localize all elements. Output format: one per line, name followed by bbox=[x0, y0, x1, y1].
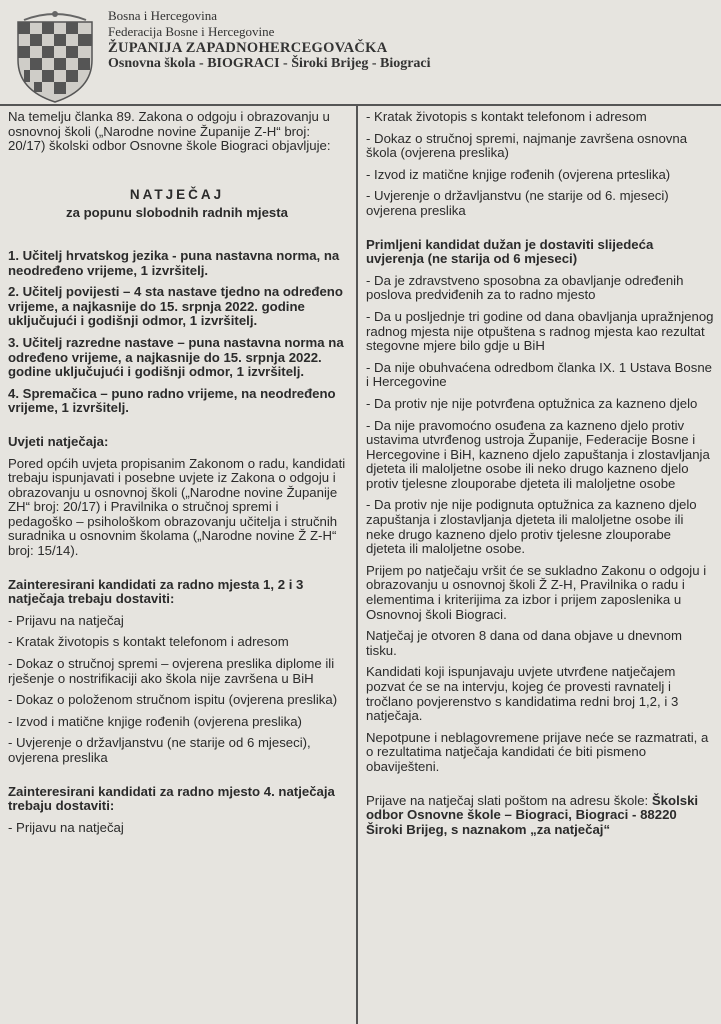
coat-of-arms-icon bbox=[14, 8, 96, 104]
docs-123-heading: Zainteresirani kandidati za radno mjesta 1, 2 i 3 natječaja trebaju dostaviti: bbox=[8, 576, 304, 607]
interview-paragraph: Kandidati koji ispunjavaju uvjete utvrđene natječajem pozvat će se na intervju, kojeg će provesti ravnatelj i tročlano povjerenstvo s kandidatima redni broj 1,2, i 3 natječaja. bbox=[366, 664, 679, 724]
certificate-item: - Da je zdravstveno sposobna za obavljanje određenih poslova predviđenih za to radno mjesto bbox=[366, 272, 684, 303]
doc-item: - Izvod iz matične knjige rođenih (ovjerena prteslika) bbox=[366, 166, 671, 182]
doc-item: - Dokaz o stručnoj spremi, najmanje završena osnovna škola (ovjerena preslika) bbox=[366, 130, 688, 161]
doc-item: - Izvod i matične knjige rođenih (ovjerena preslika) bbox=[8, 713, 302, 729]
notice-title: NATJEČAJ bbox=[129, 186, 225, 202]
column-divider bbox=[356, 104, 358, 1024]
final-paragraph bbox=[366, 794, 714, 838]
incomplete-paragraph: Nepotpune i neblagovremene prijave neće se razmatrati, a o rezultatima natječaja kandidati će biti pismeno obaviješteni. bbox=[366, 729, 709, 774]
final-plain: Prijave na natječaj slati poštom na adresu škole: bbox=[366, 792, 649, 808]
frame-rule bbox=[0, 104, 721, 106]
doc-item: - Uvjerenje o državljanstvu (ne starije od 6 mjeseci), ovjerena preslika bbox=[8, 735, 311, 765]
certificate-item: - Da protiv nje nije potvrđena optužnica za kazneno djelo bbox=[366, 395, 698, 411]
accepted-heading: Primljeni kandidat dužan je dostaviti slijedeća uvjerenja (ne starija od 6 mjeseci) bbox=[366, 236, 654, 267]
header-text bbox=[108, 8, 431, 72]
position-item: 1. Učitelj hrvatskog jezika - puna nastavna norma, na neodređeno vrijeme, 1 izvršitelj. bbox=[8, 247, 340, 278]
position-item: 2. Učitelj povijesti – 4 sta nastave tjedno na određeno vrijeme, a najkasnije do 15. srpnja 2022. godine uključujući i godišnji odmor, 1 izvršitelj. bbox=[8, 284, 343, 329]
header bbox=[0, 0, 721, 96]
left-column bbox=[8, 110, 346, 842]
header-county: ŽUPANIJA ZAPADNOHERCEGOVAČKA bbox=[108, 40, 388, 56]
doc-item: - Kratak životopis s kontakt telefonom i adresom bbox=[366, 109, 647, 124]
position-item: 3. Učitelj razredne nastave – puna nastavna norma na određeno vrijeme, a najkasnije do 15. srpnja 2022. godine uključujući i godišnji odmor, 1 izvršitelj. bbox=[8, 334, 344, 380]
header-federation: Federacija Bosne i Hercegovine bbox=[108, 24, 275, 39]
doc-item: - Uvjerenje o državljanstvu (ne starije od 6. mjeseci) ovjerena preslika bbox=[366, 188, 669, 218]
open-period-paragraph: Natječaj je otvoren 8 dana od dana objave u dnevnom tisku. bbox=[366, 628, 682, 658]
certificate-item: - Da nije obuhvaćena odredbom članka IX. 1 Ustava Bosne i Hercegovine bbox=[366, 359, 713, 390]
position-item: 4. Spremačica – puno radno vrijeme, na neodređeno vrijeme, 1 izvršitelj. bbox=[8, 385, 336, 416]
intro-text: Na temelju članka 89. Zakona o odgoju i obrazovanju u osnovnoj školi („Narodne novine Županije Z-H“ broj: 20/17) školski odbor Osnovne škole Biograci objavljuje: bbox=[8, 109, 331, 154]
certificate-item: - Da u posljednje tri godine od dana obavljanja upražnjenog radnog mjesta nije otpuštena s radnog mjesta kao rezultat stegovne mjere bilo gdje u BiH bbox=[366, 308, 714, 354]
header-school: Osnovna škola - BIOGRACI - Široki Brijeg - Biograci bbox=[108, 56, 431, 71]
doc-item: - Prijavu na natječaj bbox=[8, 612, 124, 628]
certificate-item: - Da nije pravomoćno osuđena za kazneno djelo protiv ustavima utvrđenog ustroja Županije, Federacije Bosne i Hercegovine i BiH, kazneno djelo zapuštanja i zlostavljanja djeteta ili maloljetne osobe ili neko drugo kazneno djelo protiv tjelesne zlouporabe djeteta ili maloljetne osobe bbox=[366, 417, 710, 491]
doc-item: - Dokaz o stručnoj spremi – ovjerena preslika diplome ili rješenje o nostrifikaciji ako škola nije završena u BiH bbox=[8, 656, 335, 686]
certificate-item: - Da protiv nje nije podignuta optužnica za kazneno djelo zapuštanja i zlostavljanja djeteta ili maloljetne osobe ili neke drugo kazneno djelo protiv tjelesne zlouporabe djeteta ili maloljetne osobe. bbox=[366, 497, 697, 557]
conditions-text: Pored općih uvjeta propisanim Zakonom o radu, kandidati trebaju ispunjavati i posebne uvjete iz Zakona o odgoju i obrazovanju u osnovnoj školi („Narodne novine Županije ZH“ broj: 20/17) i Pravilnika o stručnoj spremi i pedagoško – psihološkom obrazovanju učitelja i stručnih suradnika u osnovnim školama („Narodne novine Ž Z-H“ broj: 15/14). bbox=[8, 455, 346, 559]
selection-paragraph: Prijem po natječaju vršit će se sukladno Zakonu o odgoju i obrazovanju u osnovnoj školi Ž Z-H, Pravilnika o radu i elementima i kriterijima za izbor i prijem zaposlenika u Osnovnoj školi Biograci. bbox=[366, 562, 707, 622]
docs-4-heading: Zainteresirani kandidati za radno mjesto 4. natječaja trebaju dostaviti: bbox=[8, 783, 335, 814]
doc-item: - Prijavu na natječaj bbox=[8, 819, 124, 835]
doc-item: - Kratak životopis s kontakt telefonom i adresom bbox=[8, 634, 289, 650]
header-country: Bosna i Hercegovina bbox=[108, 8, 218, 23]
right-column bbox=[366, 110, 714, 844]
final-address: Školski odbor Osnovne škole – Biograci, Biograci - 88220 Široki Brijeg, s naznakom „za natječaj“ bbox=[366, 792, 699, 837]
conditions-heading: Uvjeti natječaja: bbox=[8, 433, 109, 449]
notice-subtitle: za popunu slobodnih radnih mjesta bbox=[66, 205, 288, 221]
doc-item: - Dokaz o položenom stručnom ispitu (ovjerena preslika) bbox=[8, 692, 338, 708]
